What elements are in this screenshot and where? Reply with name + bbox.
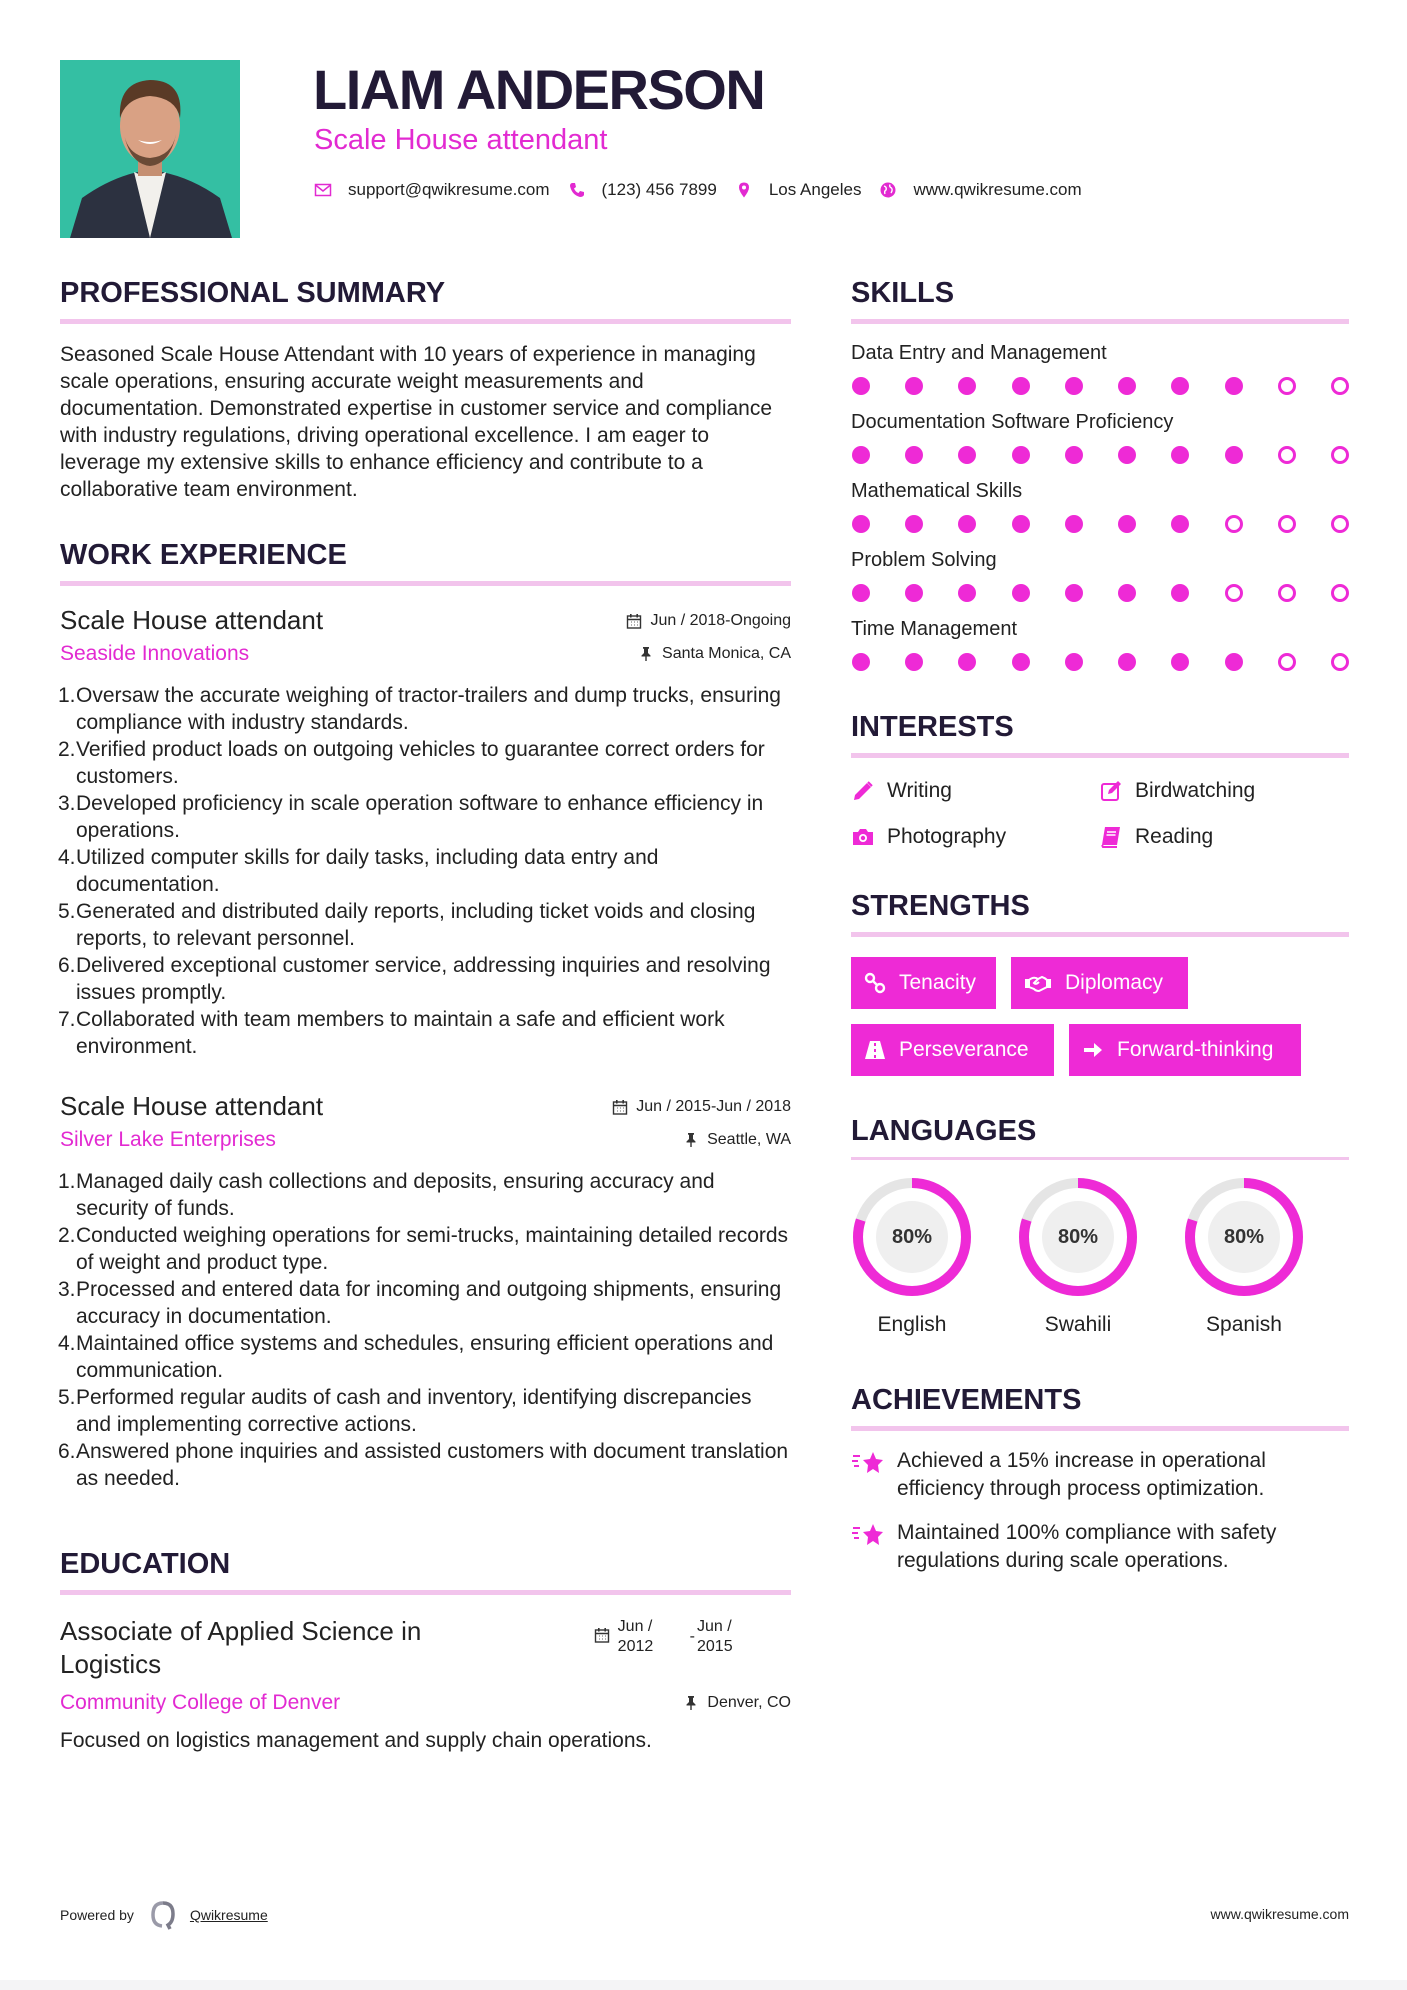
list-item: 1. Managed daily cash collections and deposits, ensuring accuracy and security of funds. [58,1170,715,1220]
footer-website[interactable]: www.qwikresume.com [1210,1906,1349,1922]
qwikresume-link[interactable]: Qwikresume [189,1907,268,1923]
link-icon [863,971,887,995]
rating-dot-filled [1012,377,1030,395]
job-dates-text: Jun / 2018-Ongoing [650,612,791,629]
rating-dot-filled [852,653,870,671]
skill-rating [851,377,1349,395]
language-percent: 80% [1223,1225,1265,1248]
skill-rating [851,446,1349,464]
section-heading: PROFESSIONAL SUMMARY [60,277,446,309]
job-title: Scale House attendant [60,605,324,635]
edit-square-icon [1099,779,1123,803]
rating-dot-filled [852,515,870,533]
section-divider [60,581,791,586]
list-item: 5. Generated and distributed daily reports, including ticket voids and closing reports, to relevant personnel. [58,900,756,950]
rating-dot-filled [1065,584,1083,602]
contact-bar [314,178,1100,202]
achievements-section [851,1382,1349,1575]
job-bullets [60,1168,791,1492]
location-text: Los Angeles [768,180,862,199]
education-location [683,1692,791,1714]
job-bullets [60,682,791,1060]
job-title: Scale House attendant [60,1091,324,1121]
strength-badge [851,1024,1054,1076]
rating-dot-filled [905,515,923,533]
rating-dot-filled [852,584,870,602]
rating-dot-filled [958,653,976,671]
section-heading: ACHIEVEMENTS [851,1384,1082,1416]
interest-item [1099,822,1349,852]
skill-name: Problem Solving [851,549,997,571]
website-text[interactable]: www.qwikresume.com [913,180,1082,199]
interest-label: Writing [887,779,952,802]
rating-dot-filled [1012,584,1030,602]
shooting-star-icon [851,1521,885,1549]
contact-website[interactable] [879,180,1081,200]
section-divider [851,753,1349,758]
calendar-icon [612,1099,628,1115]
pushpin-icon [683,1695,699,1711]
list-item: 2. Verified product loads on outgoing vehicles to guarantee correct orders for customers. [58,738,765,788]
rating-dot-empty [1278,446,1296,464]
strength-label: Forward-thinking [1117,1038,1274,1061]
contact-phone[interactable] [568,180,717,200]
powered-by-text: Powered by [60,1907,134,1923]
section-divider [60,1590,791,1595]
language-item [851,1176,973,1338]
section-divider [60,319,791,324]
strength-label: Perseverance [899,1038,1029,1061]
qwikresume-logo-icon [148,1900,178,1930]
rating-dot-filled [1012,515,1030,533]
language-progress-ring [851,1176,973,1298]
rating-dot-filled [1118,584,1136,602]
portrait-image [60,60,240,238]
list-item: 4. Maintained office systems and schedules, ensuring efficient operations and communication. [58,1332,774,1382]
education-section [60,1546,791,1754]
job-location [683,1129,791,1151]
calendar-icon [626,613,642,629]
skill-item [851,340,1349,395]
list-item: 2. Conducted weighing operations for semi-trucks, maintaining detailed records of weight and product type. [58,1224,789,1274]
section-divider [851,932,1349,937]
list-item: 6. Answered phone inquiries and assisted customers with document translation as needed. [58,1440,789,1490]
education-entry [60,1615,791,1754]
strengths-list [851,957,1349,1091]
list-item: 3. Processed and entered data for incoming and outgoing shipments, ensuring accuracy in documentation. [58,1278,782,1328]
company-name: Silver Lake Enterprises [60,1128,276,1151]
handshake-icon [1023,971,1053,995]
interest-item [851,822,1099,852]
list-item: 5. Performed regular audits of cash and inventory, identifying discrepancies and implementing corrective actions. [58,1386,752,1436]
job-location [638,643,791,665]
skill-name: Data Entry and Management [851,342,1107,364]
skill-item [851,547,1349,602]
rating-dot-filled [905,584,923,602]
language-percent: 80% [1057,1225,1099,1248]
rating-dot-filled [1065,377,1083,395]
map-pin-icon [735,181,753,199]
rating-dot-filled [905,653,923,671]
rating-dot-empty [1331,584,1349,602]
rating-dot-filled [1065,515,1083,533]
candidate-name: LIAM ANDERSON [313,58,765,121]
rating-dot-empty [1278,515,1296,533]
languages-list [851,1176,1349,1338]
rating-dot-filled [905,377,923,395]
skill-item [851,478,1349,533]
degree-title: Associate of Applied Science in Logistics [60,1616,422,1679]
rating-dot-filled [958,584,976,602]
list-item: 1. Oversaw the accurate weighing of tractor-trailers and dump trucks, ensuring compliance with industry standards. [58,684,781,734]
rating-dot-empty [1278,584,1296,602]
rating-dot-filled [958,515,976,533]
globe-icon [879,181,897,199]
strengths-section [851,888,1349,1091]
rating-dot-filled [1118,446,1136,464]
strength-badge [1069,1024,1301,1076]
achievement-item [851,1447,1349,1503]
rating-dot-filled [1225,377,1243,395]
strength-badge [1011,957,1188,1009]
education-dates [594,1617,755,1657]
skill-rating [851,584,1349,602]
skill-name: Documentation Software Proficiency [851,411,1174,433]
summary-text: Seasoned Scale House Attendant with 10 years of experience in managing scale operations, ensuring accurate weight measurements and documentation. Demonstrated expertise in customer service and compliance with industry regulations, driving operational excellence. I am eager to leverage my extensive skills to enhance efficiency and contribute to a collaborative team environment. [60,343,773,501]
list-item: 7. Collaborated with team members to maintain a safe and efficient work environment. [58,1008,725,1058]
calendar-icon [594,1627,610,1643]
rating-dot-filled [905,446,923,464]
candidate-title: Scale House attendant [314,124,608,156]
strength-badge [851,957,996,1009]
rating-dot-filled [958,446,976,464]
list-item: 3. Developed proficiency in scale operation software to enhance efficiency in operations. [58,792,764,842]
skill-rating [851,653,1349,671]
job-location-text: Santa Monica, CA [662,645,791,662]
interests-section [851,709,1349,852]
phone-icon [568,181,586,199]
rating-dot-filled [1065,446,1083,464]
strength-label: Tenacity [899,971,977,994]
rating-dot-empty [1331,446,1349,464]
education-start: Jun / 2012 [617,1618,654,1655]
interest-label: Birdwatching [1135,779,1256,802]
skill-name: Mathematical Skills [851,480,1023,502]
pushpin-icon [683,1132,699,1148]
section-heading: WORK EXPERIENCE [60,539,347,571]
rating-dot-empty [1331,377,1349,395]
rating-dot-filled [1171,377,1189,395]
education-description: Focused on logistics management and supply chain operations. [60,1729,652,1752]
rating-dot-empty [1225,584,1243,602]
job-dates [626,610,791,632]
rating-dot-filled [1118,653,1136,671]
skills-section [851,275,1349,671]
section-heading: SKILLS [851,277,955,309]
shooting-star-icon [851,1449,885,1477]
rating-dot-empty [1225,515,1243,533]
language-item [1183,1176,1305,1338]
languages-section [851,1113,1349,1338]
camera-icon [851,825,875,849]
rating-dot-filled [1225,446,1243,464]
education-location-text: Denver, CO [707,1694,791,1711]
rating-dot-filled [1118,377,1136,395]
language-percent: 80% [891,1225,933,1248]
email-text: support@qwikresume.com [348,180,550,199]
contact-location [735,180,862,200]
rating-dot-empty [1331,515,1349,533]
job-location-text: Seattle, WA [707,1131,791,1148]
rating-dot-filled [1171,653,1189,671]
arrow-right-icon [1081,1038,1105,1062]
achievement-text: Maintained 100% compliance with safety regulations during scale operations. [897,1521,1277,1572]
rating-dot-filled [1171,446,1189,464]
section-heading: INTERESTS [851,711,1014,743]
language-name: English [877,1313,947,1336]
interest-label: Reading [1135,825,1214,848]
pushpin-icon [638,646,654,662]
rating-dot-filled [1171,584,1189,602]
rating-dot-filled [1065,653,1083,671]
footer-powered-by [60,1900,268,1930]
section-divider [851,1426,1349,1431]
rating-dot-filled [1012,446,1030,464]
skills-list [851,340,1349,671]
achievement-text: Achieved a 15% increase in operational efficiency through process optimization. [897,1449,1266,1500]
interest-item [851,776,1099,806]
rating-dot-filled [852,446,870,464]
achievement-item [851,1519,1349,1575]
skill-item [851,616,1349,671]
experience-section [60,537,791,1492]
company-name: Seaside Innovations [60,642,250,665]
interest-item [1099,776,1349,806]
section-heading: LANGUAGES [851,1115,1037,1147]
book-icon [1099,825,1123,849]
envelope-icon [314,181,332,199]
language-name: Swahili [1044,1313,1112,1336]
right-column [851,275,1349,1575]
rating-dot-filled [1225,653,1243,671]
pencil-icon [851,779,875,803]
road-icon [863,1038,887,1062]
section-divider [851,319,1349,324]
interests-list [851,776,1349,852]
contact-email[interactable] [314,180,550,200]
language-item [1017,1176,1139,1338]
section-divider [851,1157,1349,1160]
rating-dot-empty [1278,377,1296,395]
job-entry [60,1090,791,1492]
school-name: Community College of Denver [60,1691,341,1714]
section-heading: EDUCATION [60,1548,231,1580]
rating-dot-filled [1118,515,1136,533]
rating-dot-empty [1278,653,1296,671]
language-progress-ring [1183,1176,1305,1298]
rating-dot-filled [1012,653,1030,671]
list-item: 6. Delivered exceptional customer service, addressing inquiries and resolving issues promptly. [58,954,771,1004]
page-edge [0,1980,1407,1990]
job-dates-text: Jun / 2015-Jun / 2018 [636,1098,791,1115]
date-separator: - [689,1628,695,1645]
skill-rating [851,515,1349,533]
summary-section [60,275,791,503]
education-end: Jun / 2015 [697,1618,733,1655]
skill-name: Time Management [851,618,1017,640]
interest-label: Photography [887,825,1007,848]
language-name: Spanish [1206,1313,1282,1336]
job-entry [60,604,791,1060]
skill-item [851,409,1349,464]
profile-photo [60,60,240,238]
rating-dot-filled [852,377,870,395]
left-column [60,275,791,1754]
strength-label: Diplomacy [1065,971,1164,994]
language-progress-ring [1017,1176,1139,1298]
job-dates [612,1096,791,1118]
rating-dot-filled [958,377,976,395]
rating-dot-filled [1171,515,1189,533]
section-heading: STRENGTHS [851,890,1030,922]
phone-text: (123) 456 7899 [601,180,717,199]
rating-dot-empty [1331,653,1349,671]
list-item: 4. Utilized computer skills for daily tasks, including data entry and documentation. [58,846,659,896]
